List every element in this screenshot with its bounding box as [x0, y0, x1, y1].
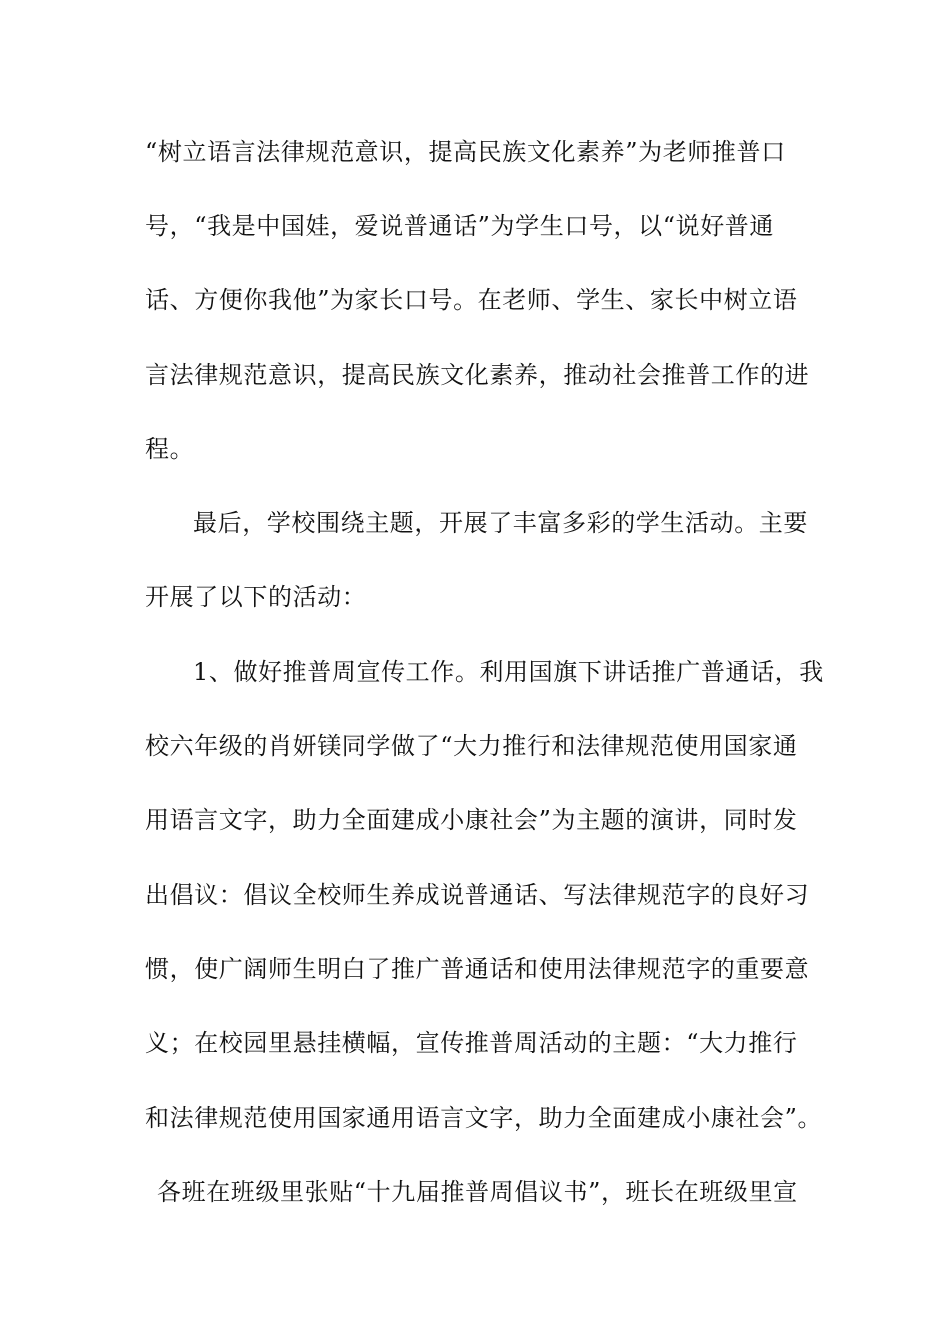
text-line: 校六年级的肖妍镁同学做了“大力推行和法律规范使用国家通 [145, 732, 798, 760]
text-line: 程。 [145, 435, 195, 463]
text-line: 出倡议：倡议全校师生养成说普通话、写法律规范字的良好习 [145, 881, 810, 909]
text-line: 开展了以下的活动： [145, 583, 367, 611]
text-line: 用语言文字，助力全面建成小康社会”为主题的演讲，同时发 [145, 806, 798, 834]
paragraph-first-line: 1、做好推普周宣传工作。利用国旗下讲话推广普通话，我 [193, 658, 824, 686]
text-line: “树立语言法律规范意识，提高民族文化素养”为老师推普口 [145, 138, 786, 166]
text-line: 话、方便你我他”为家长口号。在老师、学生、家长中树立语 [145, 286, 798, 314]
text-line: 言法律规范意识，提高民族文化素养，推动社会推普工作的进 [145, 361, 810, 389]
text-line: 和法律规范使用国家通用语言文字，助力全面建成小康社会”。 [145, 1104, 823, 1132]
text-line: 各班在班级里张贴“十九届推普周倡议书”，班长在班级里宣 [157, 1178, 798, 1206]
paragraph-first-line: 最后，学校围绕主题，开展了丰富多彩的学生活动。主要 [193, 509, 808, 537]
text-line: 义；在校园里悬挂横幅，宣传推普周活动的主题：“大力推行 [145, 1029, 798, 1057]
text-line: 号，“我是中国娃，爱说普通话”为学生口号，以“说好普通 [145, 212, 775, 240]
text-line: 惯，使广阔师生明白了推广普通话和使用法律规范字的重要意 [145, 955, 810, 983]
